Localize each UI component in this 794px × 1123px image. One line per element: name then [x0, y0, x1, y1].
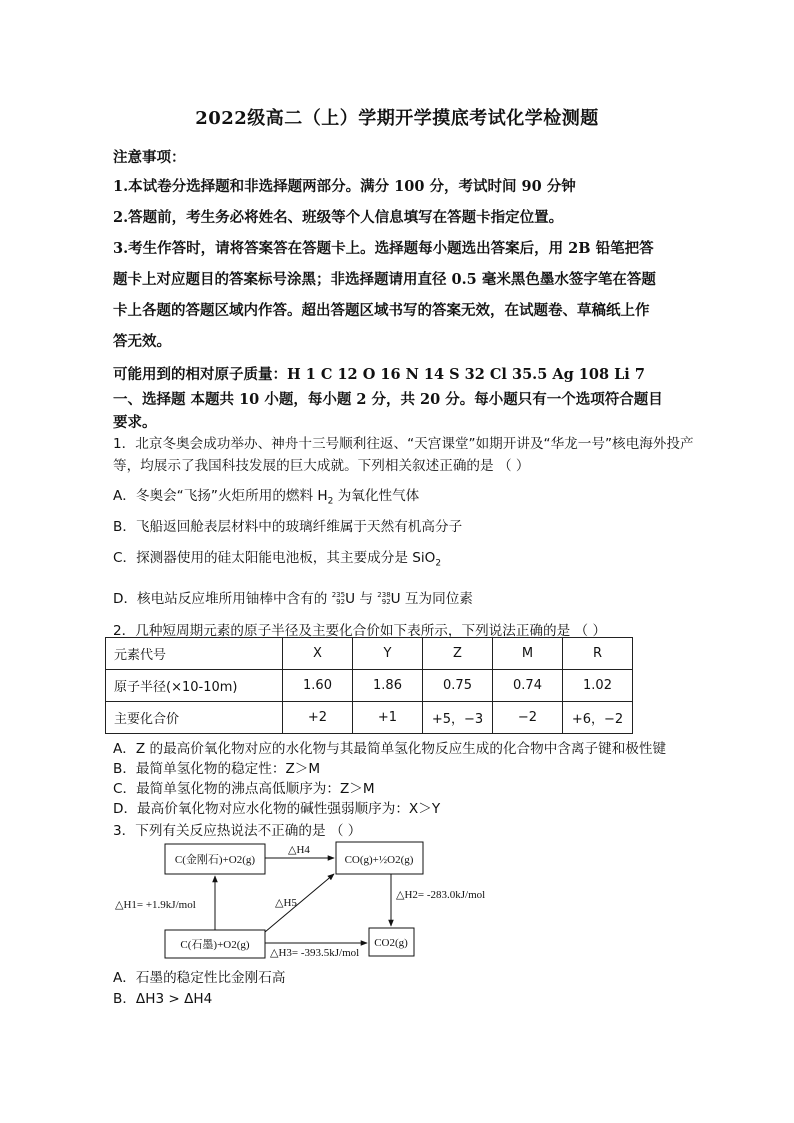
label-dh2: △H2= -283.0kJ/mol: [396, 889, 486, 901]
section-1-line-2: 要求。: [113, 414, 157, 431]
table-row: [106, 638, 633, 670]
label-dh5: △H5: [275, 897, 297, 909]
label-dh1: △H1= +1.9kJ/mol: [115, 899, 196, 911]
label-dh3: △H3= -393.5kJ/mol: [270, 947, 360, 959]
table-cell: +6，−2: [563, 702, 633, 734]
q1-option-a: A．冬奥会“飞扬”火炬所用的燃料 $H_2$ 为氧化性气体: [113, 488, 420, 507]
q2-option-d: D．最高价氧化物对应水化物的碱性强弱顺序为：X＞Y: [113, 801, 441, 817]
table-cell: 1.02: [563, 670, 633, 702]
table-cell: 1.86: [353, 670, 423, 702]
notice-item-3-line-3: 卡上各题的答题区域内作答。超出答题区域书写的答案无效，在试题卷、草稿纸上作: [113, 302, 650, 319]
notice-item-3-line-1: 3.考生作答时，请将答案答在答题卡上。选择题每小题选出答案后，用 2B 铅笔把答: [113, 240, 654, 257]
table-row: [106, 702, 633, 734]
box-diamond-label: C(金刚石)+O2(g): [174, 854, 256, 866]
atomic-masses: 可能用到的相对原子质量：H 1 C 12 O 16 N 14 S 32 Cl 35.5 Ag 108 Li 7: [113, 366, 645, 383]
q3-stem: 3．下列有关反应热说法不正确的是 （ ）: [113, 823, 362, 839]
table-cell: 1.60: [283, 670, 353, 702]
table-cell: +2: [283, 702, 353, 734]
q1-stem-line-2: 等，均展示了我国科技发展的巨大成就。下列相关叙述正确的是 （ ）: [113, 458, 530, 474]
table-cell: 0.75: [423, 670, 493, 702]
q1-option-c: C．探测器使用的硅太阳能电池板，其主要成分是 SiO$_2$: [113, 550, 442, 569]
notice-heading: 注意事项：: [113, 149, 186, 166]
notice-item-1: 1.本试卷分选择题和非选择题两部分。满分 100 分，考试时间 90 分钟: [113, 178, 576, 195]
box-graphite-label: C(石墨)+O2(g): [180, 939, 250, 951]
notice-item-2: 2.答题前，考生务必将姓名、班级等个人信息填写在答题卡指定位置。: [113, 209, 564, 226]
box-co-label: CO(g)+½O2(g): [344, 854, 414, 866]
table-cell: −2: [493, 702, 563, 734]
q1-stem-line-1: 1．北京冬奥会成功举办、神舟十三号顺利往返、“天宫课堂”如期开讲及“华龙一号”核电海外投产: [113, 436, 694, 452]
q2-option-b: B．最简单氢化物的稳定性：Z＞M: [113, 761, 321, 777]
table-cell: 元素代号: [106, 638, 283, 670]
q2-option-c: C．最简单氢化物的沸点高低顺序为：Z＞M: [113, 781, 375, 797]
notice-item-3-line-2: 题卡上对应题目的答案标号涂黑；非选择题请用直径 0.5 毫米黑色墨水签字笔在答题: [113, 271, 656, 288]
table-cell: 原子半径(×10-10m): [106, 670, 283, 702]
element-table: [105, 637, 633, 734]
table-cell: Z: [423, 638, 493, 670]
table-cell: +1: [353, 702, 423, 734]
table-cell: R: [563, 638, 633, 670]
nuclide-notation-1: 235 92: [331, 591, 346, 606]
page-title: 2022级高二（上）学期开学摸底考试化学检测题: [195, 108, 599, 129]
q2-stem: 2．几种短周期元素的原子半径及主要化合价如下表所示，下列说法正确的是 （ ）: [113, 623, 607, 639]
table-cell: +5，−3: [423, 702, 493, 734]
notice-item-3-line-4: 答无效。: [113, 333, 171, 350]
q3-option-b: B．ΔH3 > ΔH4: [113, 991, 213, 1007]
table-cell: M: [493, 638, 563, 670]
q2-option-a: A．Z 的最高价氧化物对应的水化物与其最简单氢化物反应生成的化合物中含离子键和极性键: [113, 741, 667, 757]
section-1-line-1: 一、选择题 本题共 10 小题，每小题 2 分，共 20 分。每小题只有一个选项符合题目: [113, 391, 663, 408]
table-cell: 主要化合价: [106, 702, 283, 734]
table-row: [106, 670, 633, 702]
table-cell: 0.74: [493, 670, 563, 702]
q1-option-d: D．核电站反应堆所用铀棒中含有的 235 92 U 与 238 92 U 互为同位素: [113, 591, 473, 607]
table-cell: X: [283, 638, 353, 670]
table-cell: Y: [353, 638, 423, 670]
label-dh4: △H4: [288, 844, 310, 856]
q3-option-a: A．石墨的稳定性比金刚石高: [113, 970, 286, 986]
q1-option-b: B．飞船返回舱表层材料中的玻璃纤维属于天然有机高分子: [113, 519, 463, 535]
nuclide-notation-2: 238 92: [377, 591, 391, 606]
thermochemistry-diagram: [110, 838, 530, 964]
box-co2-label: CO2(g): [374, 937, 408, 949]
